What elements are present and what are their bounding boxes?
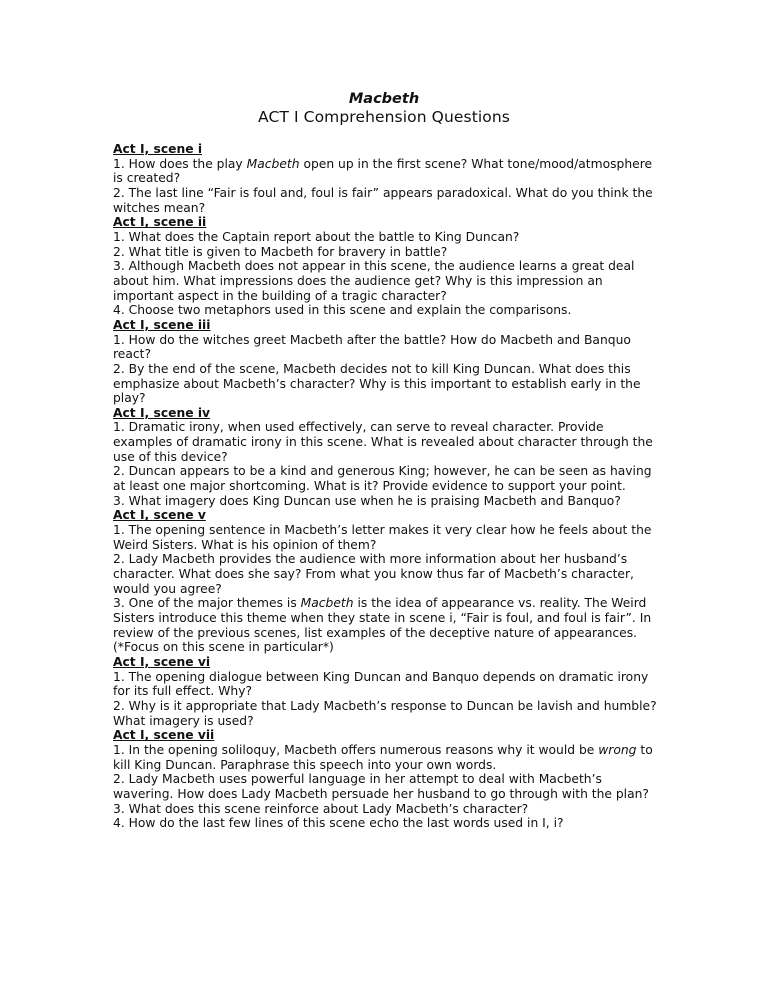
question-segment: 4. Choose two metaphors used in this scene and explain the comparisons. (113, 303, 572, 318)
question-segment: is the idea of appearance vs. reality. The Weird Sisters introduce this theme when they state in scene i, “Fair is foul, and foul is fair”. In review of the previous scenes, list examples of the deceptive nature of appearances. (*Focus on this scene in particular*) (113, 596, 652, 655)
scene-heading: Act I, scene iv (113, 405, 211, 420)
question-segment: 1. How does the play (113, 156, 247, 171)
question-segment: 3. What does this scene reinforce about Lady Macbeth’s character? (113, 801, 529, 816)
question-text (113, 816, 658, 831)
scene-section (113, 318, 658, 406)
scene-heading: Act I, scene vi (113, 654, 211, 669)
italic-title: Macbeth (246, 156, 300, 171)
question-segment: open up in the first scene? What tone/mood/atmosphere is created? (113, 156, 653, 186)
question-segment: 2. Duncan appears to be a kind and generous King; however, he can be seen as having at least one major shortcoming. What is it? Provide evidence to support your point. (113, 464, 652, 494)
question-text (113, 494, 658, 509)
question-text (113, 772, 658, 801)
question-segment: 1. The opening dialogue between King Duncan and Banquo depends on dramatic irony for its full effect. Why? (113, 669, 649, 699)
question-segment: 2. Lady Macbeth uses powerful language in her attempt to deal with Macbeth’s wavering. How does Lady Macbeth persuade her husband to go through with the plan? (113, 772, 649, 801)
scene-heading: Act I, scene iii (113, 317, 211, 332)
questions-list (113, 142, 658, 831)
question-text (113, 699, 658, 728)
title-block (0, 90, 768, 127)
italic-title: Macbeth (300, 596, 354, 611)
question-text (113, 245, 658, 260)
question-text (113, 523, 658, 552)
question-segment: 1. Dramatic irony, when used effectively, can serve to reveal character. Provide examples of dramatic irony in this scene. What is revealed about character through the use of this device? (113, 420, 653, 464)
scene-section (113, 406, 658, 509)
question-text (113, 186, 658, 215)
question-segment: 4. How do the last few lines of this scene echo the last words used in I, i? (113, 816, 564, 831)
question-text (113, 670, 658, 699)
scene-section (113, 655, 658, 728)
question-text (113, 303, 658, 318)
question-text (113, 362, 658, 406)
scene-heading: Act I, scene ii (113, 215, 207, 230)
scene-heading: Act I, scene vii (113, 728, 215, 743)
question-segment: to kill King Duncan. Paraphrase this speech into your own words. (113, 742, 653, 772)
question-segment: 1. The opening sentence in Macbeth’s letter makes it very clear how he feels about the Weird Sisters. What is his opinion of them? (113, 523, 652, 552)
question-text (113, 743, 658, 772)
document-page (113, 90, 658, 831)
question-segment: 1. In the opening soliloquy, Macbeth offers numerous reasons why it would be (113, 742, 599, 757)
question-segment: 2. What title is given to Macbeth for bravery in battle? (113, 244, 448, 259)
question-segment: 3. What imagery does King Duncan use when he is praising Macbeth and Banquo? (113, 493, 621, 508)
question-text (113, 420, 658, 464)
question-text (113, 259, 658, 303)
question-text (113, 464, 658, 493)
question-text (113, 552, 658, 596)
question-text (113, 596, 658, 655)
question-segment: 2. Why is it appropriate that Lady Macbeth’s response to Duncan be lavish and humble? What imagery is used? (113, 698, 657, 728)
scene-heading: Act I, scene i (113, 142, 203, 156)
question-segment: 3. One of the major themes is (113, 596, 301, 611)
question-segment: 2. Lady Macbeth provides the audience with more information about her husband’s character. What does she say? From what you know thus far of Macbeth’s character, would you agree? (113, 552, 634, 596)
question-segment: 1. What does the Captain report about the battle to King Duncan? (113, 229, 520, 244)
question-text (113, 333, 658, 362)
question-text (113, 230, 658, 245)
document-subtitle: ACT I Comprehension Questions (258, 108, 510, 126)
question-segment: 2. The last line “Fair is foul and, foul is fair” appears paradoxical. What do you think the witches mean? (113, 185, 653, 215)
question-text (113, 157, 658, 186)
italic-title: wrong (598, 742, 637, 757)
question-segment: 2. By the end of the scene, Macbeth decides not to kill King Duncan. What does this emphasize about Macbeth’s character? Why is this important to establish early in the play? (113, 361, 641, 406)
scene-section (113, 728, 658, 831)
scene-section (113, 215, 658, 318)
scene-section (113, 508, 658, 655)
document-title: Macbeth (348, 91, 420, 107)
question-text (113, 802, 658, 817)
question-segment: 1. How do the witches greet Macbeth after the battle? How do Macbeth and Banquo react? (113, 332, 631, 362)
scene-heading: Act I, scene v (113, 508, 206, 523)
scene-section (113, 142, 658, 215)
question-segment: 3. Although Macbeth does not appear in this scene, the audience learns a great deal about him. What impressions does the audience get? Why is this impression an important aspect in the building of a tragic character? (113, 259, 635, 303)
